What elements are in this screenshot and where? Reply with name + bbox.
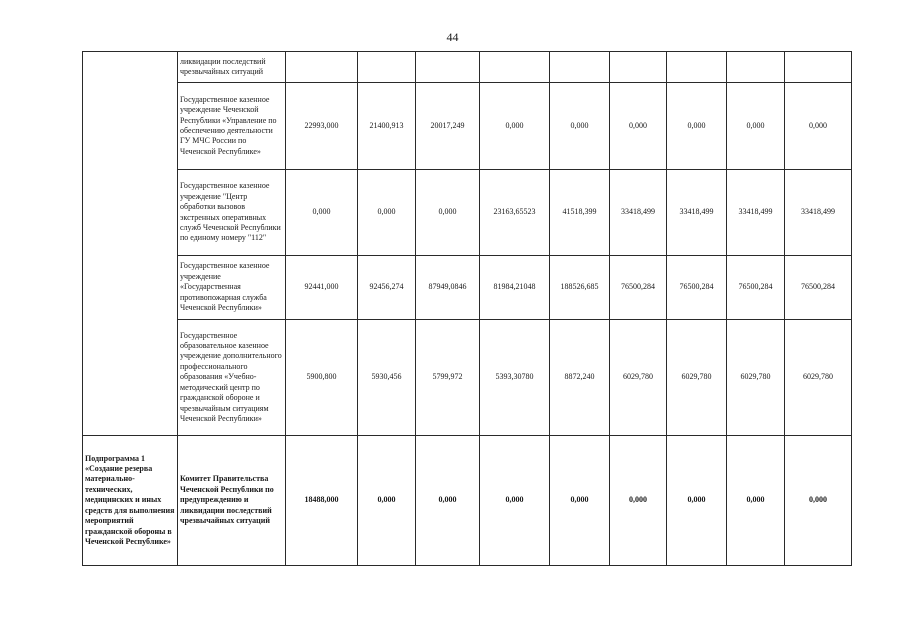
table-row-subprogram [83, 436, 852, 566]
value-cell: 18488,000 [286, 436, 358, 566]
value-cell: 76500,284 [610, 256, 667, 320]
executor-cell: ликвидации последствий чрезвычайных ситуаций [178, 52, 286, 83]
value-cell: 76500,284 [785, 256, 852, 320]
value-cell: 76500,284 [667, 256, 727, 320]
budget-table [82, 51, 852, 566]
value-cell: 0,000 [480, 436, 550, 566]
table-row [83, 320, 852, 436]
value-cell [358, 52, 416, 83]
page-number: 44 [446, 30, 459, 44]
value-cell [286, 52, 358, 83]
table-row-fragment [83, 52, 852, 83]
value-cell: 76500,284 [727, 256, 785, 320]
value-cell: 22993,000 [286, 83, 358, 170]
value-cell: 33418,499 [610, 170, 667, 256]
value-cell [785, 52, 852, 83]
value-cell: 0,000 [550, 436, 610, 566]
value-cell: 0,000 [727, 83, 785, 170]
value-cell: 0,000 [416, 436, 480, 566]
value-cell: 0,000 [480, 83, 550, 170]
value-cell [480, 52, 550, 83]
value-cell: 0,000 [785, 83, 852, 170]
value-cell: 6029,780 [610, 320, 667, 436]
value-cell: 6029,780 [727, 320, 785, 436]
value-cell: 87949,0846 [416, 256, 480, 320]
value-cell [416, 52, 480, 83]
value-cell: 0,000 [358, 170, 416, 256]
value-cell: 23163,65523 [480, 170, 550, 256]
value-cell: 41518,399 [550, 170, 610, 256]
table-row [83, 256, 852, 320]
table-row [83, 83, 852, 170]
table-row [83, 170, 852, 256]
value-cell [610, 52, 667, 83]
value-cell: 92456,274 [358, 256, 416, 320]
value-cell: 6029,780 [785, 320, 852, 436]
value-cell: 8872,240 [550, 320, 610, 436]
value-cell: 0,000 [286, 170, 358, 256]
value-cell: 0,000 [550, 83, 610, 170]
program-cell-empty [83, 52, 178, 436]
value-cell: 20017,249 [416, 83, 480, 170]
value-cell [727, 52, 785, 83]
value-cell: 5930,456 [358, 320, 416, 436]
executor-cell: Государственное казенное учреждение Чеченской Республики «Управление по обеспечению деятельности ГУ МЧС России по Чеченской Республике» [178, 83, 286, 170]
executor-cell: Государственное казенное учреждение «Государственная противопожарная служба Чеченской Республики» [178, 256, 286, 320]
subprogram-cell: Подпрограмма 1 «Создание резерва материально-технических, медицинских и иных средств для выполнения мероприятий гражданской обороны в Чеченской Республике» [83, 436, 178, 566]
executor-cell: Государственное казенное учреждение "Центр обработки вызовов экстренных оперативных служб Чеченской Республики по единому номеру "112" [178, 170, 286, 256]
value-cell: 5393,30780 [480, 320, 550, 436]
executor-cell: Комитет Правительства Чеченской Республики по предупреждению и ликвидации последствий чрезвычайных ситуаций [178, 436, 286, 566]
executor-cell: Государственное образовательное казенное учреждение дополнительного профессионального образования «Учебно-методический центр по гражданской обороне и чрезвычайным ситуациям Чеченской Республики» [178, 320, 286, 436]
value-cell: 33418,499 [727, 170, 785, 256]
value-cell: 0,000 [358, 436, 416, 566]
value-cell: 92441,000 [286, 256, 358, 320]
value-cell: 0,000 [667, 83, 727, 170]
value-cell: 0,000 [610, 436, 667, 566]
value-cell: 5799,972 [416, 320, 480, 436]
value-cell: 0,000 [667, 436, 727, 566]
value-cell: 0,000 [610, 83, 667, 170]
value-cell [550, 52, 610, 83]
value-cell: 5900,800 [286, 320, 358, 436]
value-cell: 21400,913 [358, 83, 416, 170]
value-cell: 81984,21048 [480, 256, 550, 320]
value-cell: 33418,499 [785, 170, 852, 256]
value-cell: 33418,499 [667, 170, 727, 256]
value-cell: 6029,780 [667, 320, 727, 436]
value-cell: 0,000 [416, 170, 480, 256]
value-cell: 188526,685 [550, 256, 610, 320]
value-cell: 0,000 [727, 436, 785, 566]
value-cell: 0,000 [785, 436, 852, 566]
value-cell [667, 52, 727, 83]
